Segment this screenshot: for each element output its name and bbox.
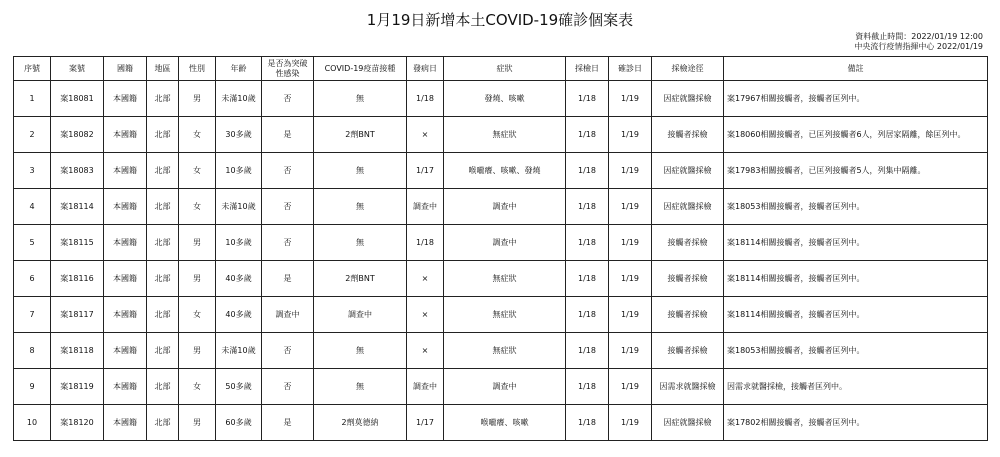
age-cell: 30多歲 xyxy=(216,117,262,153)
nationality-cell: 本國籍 xyxy=(104,261,147,297)
table-row xyxy=(14,153,988,189)
test-date-cell: 1/18 xyxy=(566,81,609,117)
nationality-cell: 本國籍 xyxy=(104,153,147,189)
case-no-cell: 案18081 xyxy=(51,81,104,117)
onset-date-cell: × xyxy=(407,117,444,153)
region-cell: 北部 xyxy=(147,369,179,405)
sex-cell: 女 xyxy=(179,297,216,333)
table-row xyxy=(14,297,988,333)
confirm-date-cell: 1/19 xyxy=(609,225,652,261)
case-no-cell: 案18117 xyxy=(51,297,104,333)
age-cell: 40多歲 xyxy=(216,261,262,297)
vaccination-cell: 調查中 xyxy=(314,297,407,333)
region-cell: 北部 xyxy=(147,405,179,441)
table-row xyxy=(14,405,988,441)
onset-date-cell: 1/17 xyxy=(407,153,444,189)
sex-cell: 女 xyxy=(179,189,216,225)
age-cell: 10多歲 xyxy=(216,225,262,261)
sex-cell: 男 xyxy=(179,333,216,369)
notes-cell: 案17967相關接觸者，接觸者匡列中。 xyxy=(724,81,988,117)
index-cell: 10 xyxy=(14,405,51,441)
region-cell: 北部 xyxy=(147,261,179,297)
sex-cell: 男 xyxy=(179,81,216,117)
table-header-row xyxy=(14,57,988,81)
case-no-cell: 案18119 xyxy=(51,369,104,405)
symptoms-cell: 無症狀 xyxy=(444,297,566,333)
test-route-cell: 接觸者採檢 xyxy=(652,261,724,297)
table-row xyxy=(14,225,988,261)
notes-cell: 案18114相關接觸者，接觸者匡列中。 xyxy=(724,225,988,261)
test-route-cell: 接觸者採檢 xyxy=(652,225,724,261)
sex-cell: 男 xyxy=(179,405,216,441)
header-notes: 備註 xyxy=(724,57,988,81)
region-cell: 北部 xyxy=(147,225,179,261)
notes-cell: 案18060相關接觸者，已匡列接觸者6人，列居家隔離，餘匡列中。 xyxy=(724,117,988,153)
vaccination-cell: 無 xyxy=(314,369,407,405)
vaccination-cell: 2劑BNT xyxy=(314,261,407,297)
breakthrough-cell: 否 xyxy=(262,189,314,225)
sex-cell: 男 xyxy=(179,225,216,261)
region-cell: 北部 xyxy=(147,153,179,189)
test-date-cell: 1/18 xyxy=(566,405,609,441)
index-cell: 5 xyxy=(14,225,51,261)
notes-cell: 案17983相關接觸者，已匡列接觸者5人，列集中隔離。 xyxy=(724,153,988,189)
sex-cell: 女 xyxy=(179,153,216,189)
confirm-date-cell: 1/19 xyxy=(609,153,652,189)
index-cell: 8 xyxy=(14,333,51,369)
symptoms-cell: 喉嚨癢、咳嗽、發燒 xyxy=(444,153,566,189)
header-vaccination: COVID-19疫苗接種 xyxy=(314,57,407,81)
vaccination-cell: 2劑莫德納 xyxy=(314,405,407,441)
nationality-cell: 本國籍 xyxy=(104,225,147,261)
test-date-cell: 1/18 xyxy=(566,297,609,333)
region-cell: 北部 xyxy=(147,189,179,225)
onset-date-cell: 調查中 xyxy=(407,369,444,405)
onset-date-cell: 1/18 xyxy=(407,225,444,261)
test-route-cell: 接觸者採檢 xyxy=(652,117,724,153)
case-no-cell: 案18118 xyxy=(51,333,104,369)
age-cell: 未滿10歲 xyxy=(216,81,262,117)
test-date-cell: 1/18 xyxy=(566,369,609,405)
header-onset-date: 發病日 xyxy=(407,57,444,81)
case-no-cell: 案18082 xyxy=(51,117,104,153)
nationality-cell: 本國籍 xyxy=(104,405,147,441)
table-row xyxy=(14,369,988,405)
confirm-date-cell: 1/19 xyxy=(609,81,652,117)
sex-cell: 男 xyxy=(179,261,216,297)
vaccination-cell: 無 xyxy=(314,333,407,369)
vaccination-cell: 無 xyxy=(314,153,407,189)
sex-cell: 女 xyxy=(179,117,216,153)
breakthrough-cell: 否 xyxy=(262,81,314,117)
breakthrough-cell: 否 xyxy=(262,333,314,369)
nationality-cell: 本國籍 xyxy=(104,117,147,153)
table-row xyxy=(14,81,988,117)
age-cell: 40多歲 xyxy=(216,297,262,333)
test-date-cell: 1/18 xyxy=(566,117,609,153)
test-route-cell: 因症就醫採檢 xyxy=(652,153,724,189)
confirm-date-cell: 1/19 xyxy=(609,261,652,297)
header-symptoms: 症狀 xyxy=(444,57,566,81)
table-body xyxy=(14,81,988,441)
confirm-date-cell: 1/19 xyxy=(609,369,652,405)
notes-cell: 案18114相關接觸者，接觸者匡列中。 xyxy=(724,261,988,297)
index-cell: 6 xyxy=(14,261,51,297)
test-date-cell: 1/18 xyxy=(566,333,609,369)
header-sex: 性別 xyxy=(179,57,216,81)
data-source: 中央流行疫情指揮中心 2022/01/19 xyxy=(854,42,983,51)
header-breakthrough: 是否為突破性感染 xyxy=(262,57,314,81)
onset-date-cell: 1/17 xyxy=(407,405,444,441)
case-no-cell: 案18114 xyxy=(51,189,104,225)
index-cell: 2 xyxy=(14,117,51,153)
case-no-cell: 案18120 xyxy=(51,405,104,441)
test-route-cell: 接觸者採檢 xyxy=(652,333,724,369)
region-cell: 北部 xyxy=(147,333,179,369)
vaccination-cell: 無 xyxy=(314,225,407,261)
test-route-cell: 因症就醫採檢 xyxy=(652,81,724,117)
test-date-cell: 1/18 xyxy=(566,261,609,297)
confirm-date-cell: 1/19 xyxy=(609,297,652,333)
notes-cell: 因需求就醫採檢，接觸者匡列中。 xyxy=(724,369,988,405)
page-title: 1月19日新增本土COVID-19確診個案表 xyxy=(366,11,634,29)
confirm-date-cell: 1/19 xyxy=(609,189,652,225)
vaccination-cell: 2劑BNT xyxy=(314,117,407,153)
confirm-date-cell: 1/19 xyxy=(609,117,652,153)
age-cell: 50多歲 xyxy=(216,369,262,405)
nationality-cell: 本國籍 xyxy=(104,369,147,405)
test-date-cell: 1/18 xyxy=(566,189,609,225)
breakthrough-cell: 否 xyxy=(262,153,314,189)
symptoms-cell: 調查中 xyxy=(444,225,566,261)
case-no-cell: 案18083 xyxy=(51,153,104,189)
table-row xyxy=(14,261,988,297)
age-cell: 未滿10歲 xyxy=(216,189,262,225)
vaccination-cell: 無 xyxy=(314,189,407,225)
onset-date-cell: 調查中 xyxy=(407,189,444,225)
symptoms-cell: 調查中 xyxy=(444,369,566,405)
notes-cell: 案18053相關接觸者，接觸者匡列中。 xyxy=(724,189,988,225)
case-table xyxy=(13,56,988,441)
table-row xyxy=(14,189,988,225)
index-cell: 1 xyxy=(14,81,51,117)
breakthrough-cell: 否 xyxy=(262,369,314,405)
header-nationality: 國籍 xyxy=(104,57,147,81)
age-cell: 10多歲 xyxy=(216,153,262,189)
notes-cell: 案18114相關接觸者，接觸者匡列中。 xyxy=(724,297,988,333)
breakthrough-cell: 是 xyxy=(262,405,314,441)
header-index: 序號 xyxy=(14,57,51,81)
test-route-cell: 因症就醫採檢 xyxy=(652,405,724,441)
region-cell: 北部 xyxy=(147,117,179,153)
test-route-cell: 因需求就醫採檢 xyxy=(652,369,724,405)
nationality-cell: 本國籍 xyxy=(104,189,147,225)
notes-cell: 案18053相關接觸者，接觸者匡列中。 xyxy=(724,333,988,369)
onset-date-cell: × xyxy=(407,333,444,369)
data-cutoff-time: 資料截止時間：2022/01/19 12:00 xyxy=(855,32,983,41)
confirm-date-cell: 1/19 xyxy=(609,405,652,441)
sex-cell: 女 xyxy=(179,369,216,405)
vaccination-cell: 無 xyxy=(314,81,407,117)
index-cell: 7 xyxy=(14,297,51,333)
nationality-cell: 本國籍 xyxy=(104,333,147,369)
symptoms-cell: 無症狀 xyxy=(444,261,566,297)
nationality-cell: 本國籍 xyxy=(104,81,147,117)
test-route-cell: 接觸者採檢 xyxy=(652,297,724,333)
index-cell: 9 xyxy=(14,369,51,405)
table-row xyxy=(14,117,988,153)
header-age: 年齡 xyxy=(216,57,262,81)
index-cell: 4 xyxy=(14,189,51,225)
onset-date-cell: 1/18 xyxy=(407,81,444,117)
notes-cell: 案17802相關接觸者，接觸者匡列中。 xyxy=(724,405,988,441)
region-cell: 北部 xyxy=(147,81,179,117)
header-region: 地區 xyxy=(147,57,179,81)
breakthrough-cell: 調查中 xyxy=(262,297,314,333)
breakthrough-cell: 否 xyxy=(262,225,314,261)
case-no-cell: 案18115 xyxy=(51,225,104,261)
test-date-cell: 1/18 xyxy=(566,225,609,261)
case-no-cell: 案18116 xyxy=(51,261,104,297)
confirm-date-cell: 1/19 xyxy=(609,333,652,369)
onset-date-cell: × xyxy=(407,297,444,333)
header-test-route: 採檢途徑 xyxy=(652,57,724,81)
symptoms-cell: 喉嚨癢、咳嗽 xyxy=(444,405,566,441)
test-date-cell: 1/18 xyxy=(566,153,609,189)
symptoms-cell: 無症狀 xyxy=(444,333,566,369)
symptoms-cell: 無症狀 xyxy=(444,117,566,153)
onset-date-cell: × xyxy=(407,261,444,297)
test-route-cell: 因症就醫採檢 xyxy=(652,189,724,225)
breakthrough-cell: 是 xyxy=(262,117,314,153)
symptoms-cell: 發燒、咳嗽 xyxy=(444,81,566,117)
index-cell: 3 xyxy=(14,153,51,189)
data-info xyxy=(854,32,983,52)
breakthrough-cell: 是 xyxy=(262,261,314,297)
age-cell: 60多歲 xyxy=(216,405,262,441)
region-cell: 北部 xyxy=(147,297,179,333)
table-row xyxy=(14,333,988,369)
header-confirm-date: 確診日 xyxy=(609,57,652,81)
header-case-no: 案號 xyxy=(51,57,104,81)
symptoms-cell: 調查中 xyxy=(444,189,566,225)
age-cell: 未滿10歲 xyxy=(216,333,262,369)
nationality-cell: 本國籍 xyxy=(104,297,147,333)
header-test-date: 採檢日 xyxy=(566,57,609,81)
